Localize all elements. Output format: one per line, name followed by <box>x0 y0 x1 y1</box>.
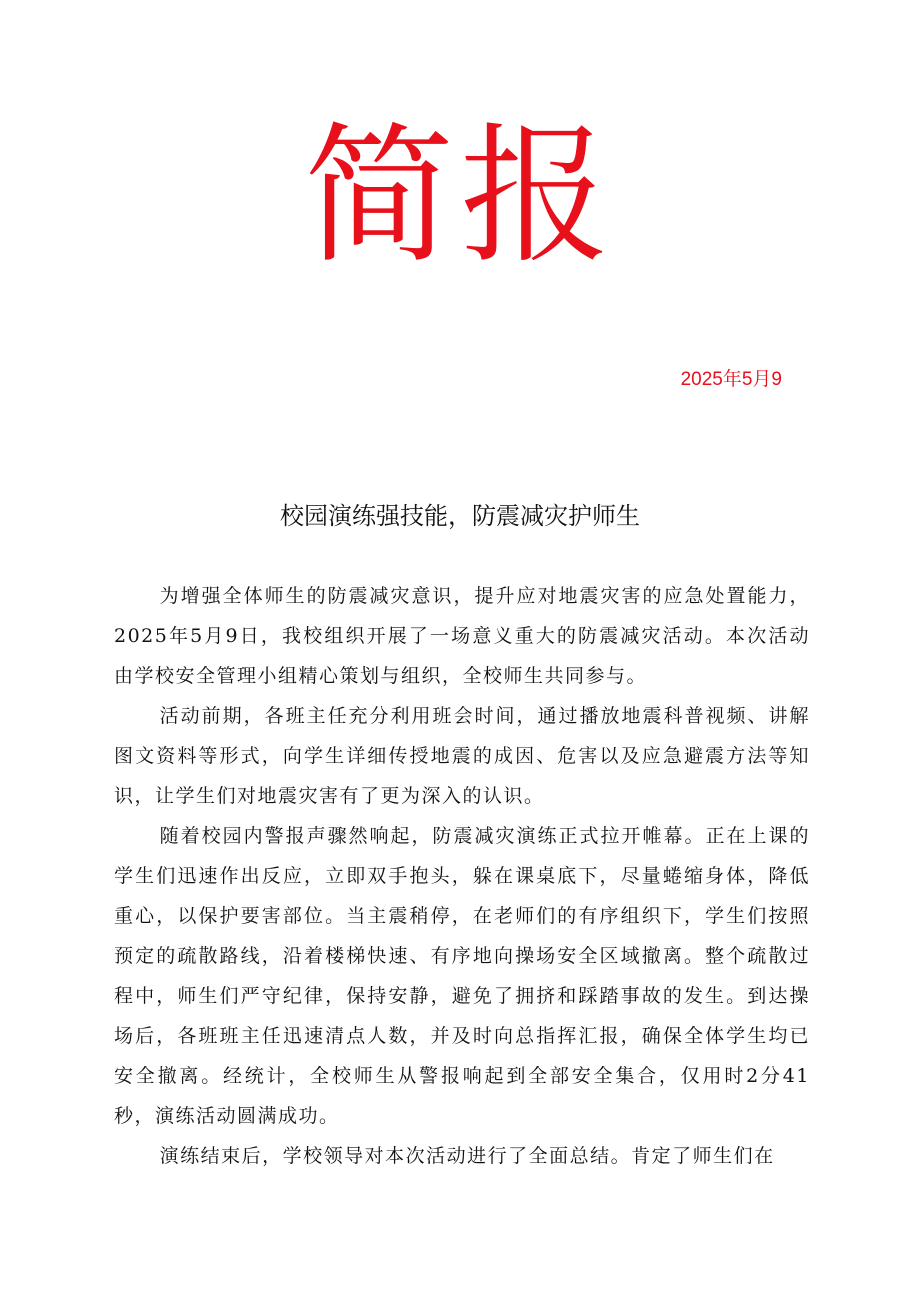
publication-date: 2025年5月9 <box>680 369 782 390</box>
masthead-title: 简报 <box>303 110 616 284</box>
paragraph: 演练结束后，学校领导对本次活动进行了全面总结。肯定了师生们在 <box>159 1145 775 1167</box>
article-title: 校园演练强技能，防震减灾护师生 <box>280 502 640 530</box>
paragraph: 随着校园内警报声骤然响起，防震减灾演练正式拉开帷幕。正在上课的学生们迅速作出反应，立即双手抱头，躲在课桌底下，尽量蜷缩身体，降低重心，以保护要害部位。当主震稍停，在老师们的有序组织下，学生们按照预定的疏散路线，沿着楼梯快速、有序地向操场安全区域撤离。整个疏散过程中，师生们严守纪律，保持安静，避免了拥挤和踩踏事故的发生。到达操场后，各班班主任迅速清点人数，并及时向总指挥汇报，确保全体学生均已安全撤离。经统计，全校师生从警报响起到全部安全集合，仅用时2分41秒，演练活动圆满成功。 <box>114 825 810 1127</box>
paragraph: 活动前期，各班主任充分利用班会时间，通过播放地震科普视频、讲解图文资料等形式，向学生详细传授地震的成因、危害以及应急避震方法等知识，让学生们对地震灾害有了更为深入的认识。 <box>114 705 810 807</box>
article-body <box>114 576 810 1176</box>
paragraph: 为增强全体师生的防震减灾意识，提升应对地震灾害的应急处置能力，2025年5月9日，我校组织开展了一场意义重大的防震减灾活动。本次活动由学校安全管理小组精心策划与组织，全校师生共同参与。 <box>114 585 810 687</box>
